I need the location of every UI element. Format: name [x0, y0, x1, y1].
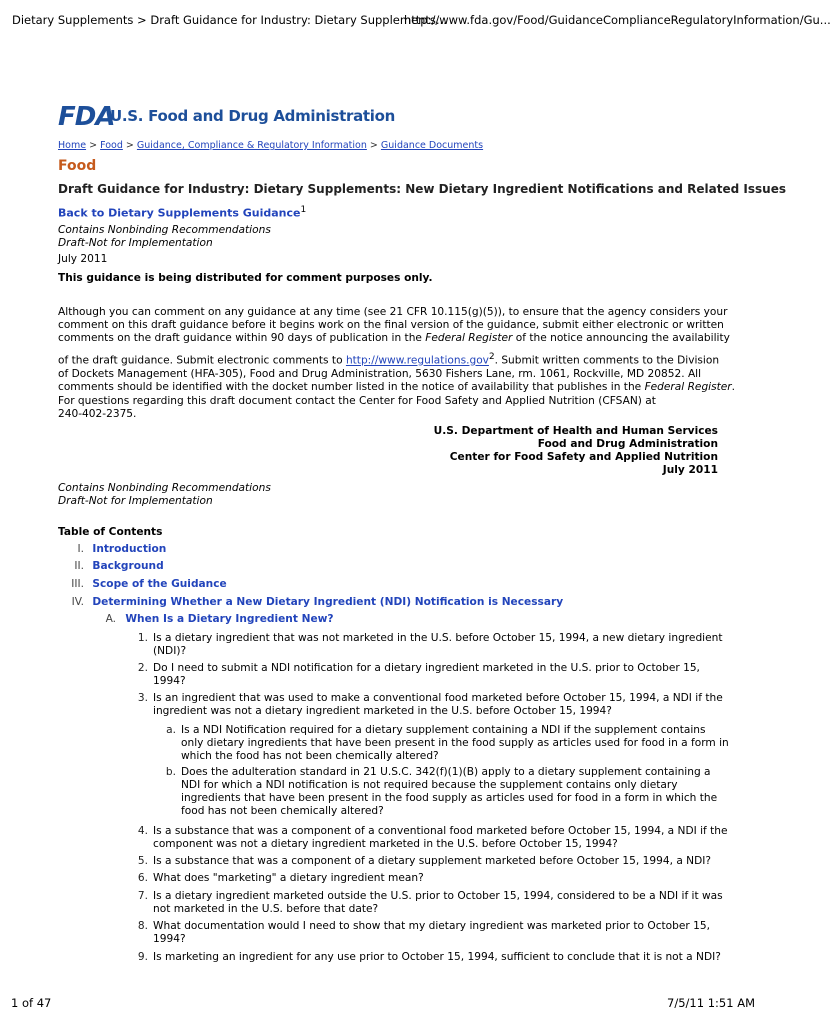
document-title: Draft Guidance for Industry: Dietary Supplements: New Dietary Ingredient Notifications and Related Issues: [58, 182, 786, 196]
signature-date: July 2011: [662, 464, 718, 476]
signature-center: Center for Food Safety and Applied Nutrition: [449, 451, 718, 463]
back-to-guidance-link[interactable]: [58, 204, 306, 220]
distribution-note: This guidance is being distributed for comment purposes only.: [58, 272, 433, 284]
question-number: 1.: [137, 632, 148, 644]
toc-link[interactable]: Scope of the Guidance: [92, 578, 227, 590]
footnote-ref: 2: [488, 352, 495, 362]
toc-item-scope[interactable]: [58, 578, 227, 591]
print-datetime: 7/5/11 1:51 AM: [667, 996, 755, 1010]
print-header-title: Dietary Supplements > Draft Guidance for Industry: Dietary Supplements...: [12, 13, 447, 27]
comment-paragraph: [58, 306, 736, 394]
breadcrumb-food[interactable]: Food: [100, 140, 123, 151]
toc-link[interactable]: Determining Whether a New Dietary Ingredient (NDI) Notification is Necessary: [92, 596, 564, 608]
question-text: food has not been chemically altered?: [181, 805, 384, 817]
document-body: [58, 0, 786, 1024]
question-text: not marketed in the U.S. before that date?: [153, 903, 379, 915]
question-number: 3.: [137, 692, 148, 704]
toc-item-background[interactable]: [58, 560, 164, 573]
question-text: What documentation would I need to show that my dietary ingredient was marketed prior to October 15,: [153, 920, 710, 932]
fda-logo-name: U.S. Food and Drug Administration: [110, 107, 396, 125]
toc-number: A.: [105, 613, 116, 625]
question-text: Is a dietary ingredient marketed outside the U.S. prior to October 15, 1994, considered to be a NDI if it was: [153, 890, 723, 902]
question-text: Is an ingredient that was used to make a conventional food marketed before October 15, 1994, a NDI if the: [153, 692, 723, 704]
paragraph-line: of the draft guidance. Submit electronic comments to http://www.regulations.gov$^2$. Submit written comments to the Division: [58, 352, 720, 367]
toc-item-ndi-notification[interactable]: [58, 596, 563, 609]
question-text: Is marketing an ingredient for any use prior to October 15, 1994, sufficient to conclude that it is not a NDI?: [153, 951, 721, 963]
question-text: Is a dietary ingredient that was not marketed in the U.S. before October 15, 1994, a new dietary ingredient: [153, 632, 723, 644]
question-text: Does the adulteration standard in 21 U.S.C. 342(f)(1)(B) apply to a dietary supplement containing a: [181, 766, 711, 778]
draft-note: Draft-Not for Implementation: [58, 495, 213, 507]
signature-department: U.S. Department of Health and Human Services: [433, 425, 718, 437]
toc-link[interactable]: Introduction: [92, 543, 167, 555]
question-number: 4.: [137, 825, 148, 837]
question-text: Is a substance that was a component of a conventional food marketed before October 15, 1994, a NDI if the: [153, 825, 728, 837]
question-text: (NDI)?: [153, 645, 187, 657]
question-text: 1994?: [153, 675, 186, 687]
regulations-gov-link[interactable]: http://www.regulations.gov: [345, 354, 489, 367]
question-number: 8.: [137, 920, 148, 932]
questions-paragraph: [58, 395, 718, 421]
question-number: 2.: [137, 662, 148, 674]
toc-number: II.: [74, 560, 84, 572]
question-text: What does "marketing" a dietary ingredient mean?: [153, 872, 424, 884]
nonbinding-note: Contains Nonbinding Recommendations: [58, 224, 271, 236]
question-number: 5.: [137, 855, 148, 867]
question-text: which the food has not been chemically altered?: [181, 750, 439, 762]
breadcrumb-home[interactable]: Home: [58, 140, 87, 151]
paragraph-line: 240-402-2375.: [58, 408, 137, 420]
breadcrumb-separator: >: [125, 140, 134, 151]
breadcrumb-guidance-compliance[interactable]: Guidance, Compliance & Regulatory Information: [136, 140, 367, 151]
question-number: 9.: [137, 951, 148, 963]
publication-date: July 2011: [58, 253, 108, 265]
fda-logo-mark: FDA: [58, 102, 115, 132]
breadcrumb-guidance-documents[interactable]: Guidance Documents: [380, 140, 484, 151]
footnote-ref: 1: [300, 205, 307, 215]
question-text: ingredients that have been present in the food supply as articles used for food in a form in which the: [181, 792, 718, 804]
toc-link[interactable]: Background: [92, 560, 164, 572]
paragraph-line: comments should be identified with the docket number listed in the notice of availability that publishes in the Federal Register.: [58, 380, 736, 393]
back-link-label[interactable]: Back to Dietary Supplements Guidance: [58, 206, 301, 220]
question-text: only dietary ingredients that have been present in the food supply as articles used for food in a form in: [181, 737, 729, 749]
question-text: NDI for which a NDI notification is not required because the supplement contains only dietary: [181, 779, 678, 791]
paragraph-line: comment on this draft guidance before it begins work on the final version of the guidance, submit either electronic or written: [58, 319, 724, 331]
question-text: Is a NDI Notification required for a dietary supplement containing a NDI if the supplement contains: [181, 724, 706, 736]
question-text: Do I need to submit a NDI notification for a dietary ingredient marketed in the U.S. prior to October 15,: [153, 662, 700, 674]
question-number: 6.: [137, 872, 148, 884]
question-text: component was not a dietary ingredient marketed in the U.S. before October 15, 1994?: [153, 838, 618, 850]
nonbinding-note: Contains Nonbinding Recommendations: [58, 482, 271, 494]
breadcrumb-separator: >: [89, 140, 98, 151]
breadcrumb: [58, 139, 483, 152]
toc-link[interactable]: When Is a Dietary Ingredient New?: [125, 613, 334, 625]
question-number: 7.: [137, 890, 148, 902]
toc-title: Table of Contents: [58, 526, 163, 538]
toc-number: IV.: [71, 596, 84, 608]
question-text: ingredient was not a dietary ingredient marketed in the U.S. before October 15, 1994?: [153, 705, 612, 717]
toc-subitem-when-new[interactable]: [58, 613, 334, 626]
question-text: 1994?: [153, 933, 186, 945]
section-title: Food: [58, 158, 97, 174]
question-number: a.: [166, 724, 176, 736]
signature-agency: Food and Drug Administration: [537, 438, 718, 450]
paragraph-line: Although you can comment on any guidance at any time (see 21 CFR 10.115(g)(5)), to ensure that the agency considers your: [58, 306, 728, 318]
paragraph-line: For questions regarding this draft document contact the Center for Food Safety and Applied Nutrition (CFSAN) at: [58, 395, 656, 407]
breadcrumb-separator: >: [369, 140, 378, 151]
print-header-url: http://www.fda.gov/Food/GuidanceComplianceRegulatoryInformation/Gu...: [404, 13, 831, 27]
draft-note: Draft-Not for Implementation: [58, 237, 213, 249]
paragraph-line: comments on the draft guidance within 90 days of publication in the Federal Register of the notice announcing the availability: [58, 332, 730, 344]
toc-item-introduction[interactable]: [58, 543, 166, 556]
toc-number: I.: [77, 543, 84, 555]
question-text: Is a substance that was a component of a dietary supplement marketed before October 15, 1994, a NDI?: [153, 855, 712, 867]
paragraph-line: of Dockets Management (HFA-305), Food and Drug Administration, 5630 Fishers Lane, rm. 1061, Rockville, MD 20852. All: [58, 367, 702, 380]
toc-number: III.: [71, 578, 84, 590]
question-number: b.: [165, 766, 176, 778]
print-page-number: 1 of 47: [11, 996, 52, 1010]
